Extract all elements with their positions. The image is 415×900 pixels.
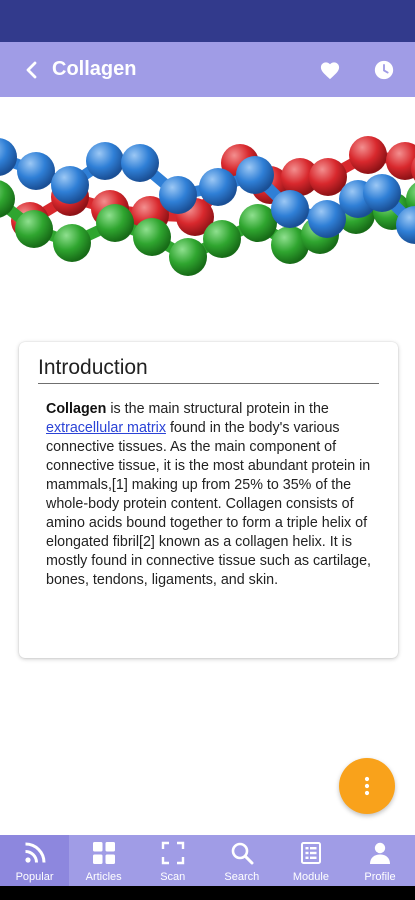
extracellular-matrix-link[interactable]: extracellular matrix bbox=[46, 420, 166, 436]
rss-icon bbox=[23, 841, 47, 865]
nav-search[interactable] bbox=[207, 835, 276, 886]
back-button[interactable] bbox=[18, 56, 46, 84]
introduction-card bbox=[19, 342, 398, 658]
person-icon bbox=[368, 841, 392, 865]
more-vert-icon bbox=[364, 776, 370, 796]
scan-icon bbox=[161, 841, 185, 865]
app-bar bbox=[0, 42, 415, 97]
nav-label: Articles bbox=[85, 871, 122, 883]
bottom-navigation bbox=[0, 835, 415, 886]
nav-scan[interactable] bbox=[138, 835, 207, 886]
page-title: Collagen bbox=[52, 58, 137, 80]
history-button[interactable] bbox=[370, 56, 398, 84]
nav-label: Scan bbox=[160, 871, 186, 883]
nav-profile[interactable] bbox=[345, 835, 414, 886]
more-options-button[interactable] bbox=[339, 758, 395, 814]
clock-icon bbox=[373, 59, 395, 81]
heart-icon bbox=[319, 60, 341, 80]
nav-label: Module bbox=[292, 871, 329, 883]
favorite-button[interactable] bbox=[316, 56, 344, 84]
collagen-helix-illustration bbox=[0, 97, 415, 327]
nav-popular[interactable] bbox=[0, 835, 69, 886]
nav-label: Search bbox=[224, 871, 260, 883]
nav-module[interactable] bbox=[276, 835, 345, 886]
section-heading: Introduction bbox=[38, 356, 379, 384]
status-bar bbox=[0, 0, 415, 42]
introduction-text: Collagen is the main structural protein in the extracellular matrix found in the body's various connective tissues. As the main component of connective tissue, it is the most abundant protein in mammals,[1] making up from 25% to 35% of the whole-body protein content. Collagen consists of amino acids bound together to form a triple helix of elongated fibril[2] known as a collagen helix. It is mostly found in connective tissue such as cartilage, bones, tendons, ligaments, and skin. bbox=[46, 401, 372, 588]
search-icon bbox=[230, 841, 254, 865]
nav-articles[interactable] bbox=[69, 835, 138, 886]
module-icon bbox=[299, 841, 323, 865]
nav-label: Popular bbox=[15, 871, 54, 883]
chevron-left-icon bbox=[24, 61, 40, 79]
grid-icon bbox=[92, 841, 116, 865]
bold-term: Collagen bbox=[46, 401, 107, 417]
system-navigation-bar bbox=[0, 886, 415, 900]
nav-label: Profile bbox=[364, 871, 396, 883]
